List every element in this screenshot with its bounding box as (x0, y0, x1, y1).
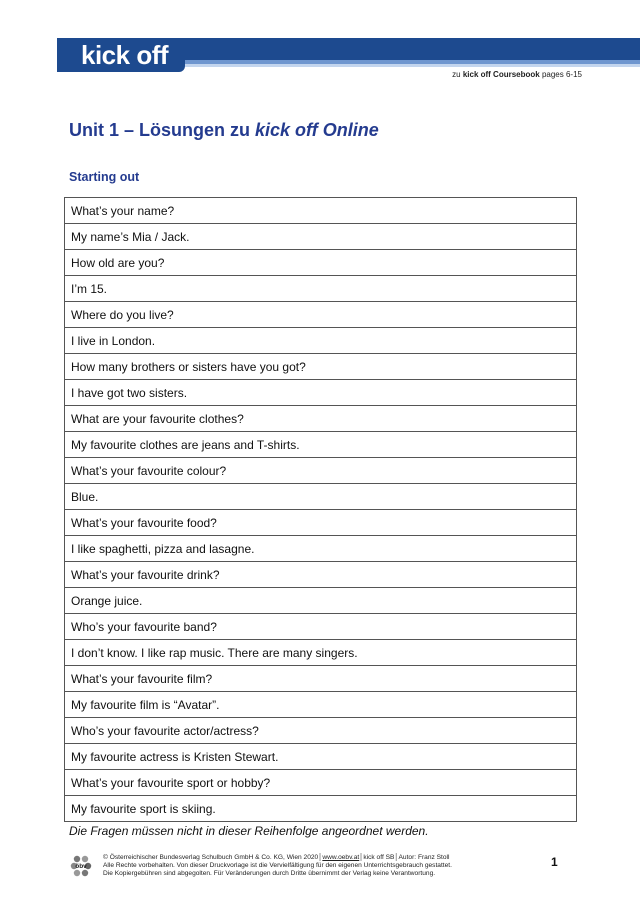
table-row (65, 380, 577, 406)
table-row (65, 458, 577, 484)
question-cell: What’s your favourite film? (65, 666, 577, 692)
answer-cell: My favourite actress is Kristen Stewart. (65, 744, 577, 770)
question-cell: Who’s your favourite actor/actress? (65, 718, 577, 744)
question-cell: What’s your favourite colour? (65, 458, 577, 484)
table-row (65, 614, 577, 640)
table-row (65, 536, 577, 562)
coursebook-reference (452, 70, 582, 79)
table-row (65, 432, 577, 458)
table-row (65, 588, 577, 614)
header-banner (57, 38, 640, 72)
page-title (69, 120, 379, 141)
table-row (65, 276, 577, 302)
qa-table (64, 197, 577, 822)
table-row (65, 640, 577, 666)
footer-line-3: Die Kopiergebühren sind abgegolten. Für Veränderungen durch Dritte übernimmt der Verlag keine Verantwortung. (103, 870, 436, 878)
qa-table-body (65, 198, 577, 822)
reference-prefix: zu (452, 70, 463, 79)
reference-pages: pages 6-15 (539, 70, 582, 79)
footer-line-1 (103, 854, 452, 862)
reference-book: kick off Coursebook (462, 70, 540, 79)
question-cell: What’s your favourite drink? (65, 562, 577, 588)
publisher-logo-text: öbv (75, 863, 87, 870)
table-row (65, 406, 577, 432)
question-cell: What’s your name? (65, 198, 577, 224)
section-title: Starting out (69, 170, 140, 184)
table-row (65, 484, 577, 510)
question-cell: What’s your favourite food? (65, 510, 577, 536)
table-row (65, 770, 577, 796)
table-row (65, 224, 577, 250)
table-row (65, 250, 577, 276)
answer-cell: My favourite film is “Avatar”. (65, 692, 577, 718)
question-cell: What’s your favourite sport or hobby? (65, 770, 577, 796)
footer-line-2: Alle Rechte vorbehalten. Von dieser Druckvorlage ist die Vervielfältigung für den eigenen Unterrichtsgebrauch gestattet. (103, 862, 452, 870)
table-row (65, 328, 577, 354)
footer (103, 854, 452, 879)
question-cell: What are your favourite clothes? (65, 406, 577, 432)
publisher-link[interactable]: www.oebv.at (322, 854, 360, 861)
banner-stripe-light (185, 64, 640, 67)
answer-cell: Orange juice. (65, 588, 577, 614)
answer-cell: I live in London. (65, 328, 577, 354)
answer-cell: I’m 15. (65, 276, 577, 302)
question-cell: Where do you live? (65, 302, 577, 328)
kick-off-logo: kick off (81, 40, 169, 70)
answer-cell: My favourite clothes are jeans and T-shirts. (65, 432, 577, 458)
question-cell: Who’s your favourite band? (65, 614, 577, 640)
page-number: 1 (551, 855, 558, 869)
answer-cell: I don’t know. I like rap music. There are many singers. (65, 640, 577, 666)
table-row (65, 718, 577, 744)
table-row (65, 562, 577, 588)
table-row (65, 666, 577, 692)
note: Die Fragen müssen nicht in dieser Reihenfolge angeordnet werden. (69, 824, 429, 838)
table-row (65, 198, 577, 224)
table-row (65, 354, 577, 380)
table-row (65, 796, 577, 822)
question-cell: How many brothers or sisters have you got? (65, 354, 577, 380)
footer-author: │kick off SB│Autor: Franz Stoll (359, 854, 450, 861)
logo-tab (57, 38, 185, 72)
table-row (65, 744, 577, 770)
title-italic: kick off Online (255, 120, 379, 140)
table-row (65, 510, 577, 536)
answer-cell: I like spaghetti, pizza and lasagne. (65, 536, 577, 562)
answer-cell: My name’s Mia / Jack. (65, 224, 577, 250)
publisher-logo-icon (69, 852, 93, 878)
title-prefix: Unit 1 – Lösungen zu (69, 120, 256, 140)
answer-cell: I have got two sisters. (65, 380, 577, 406)
answer-cell: My favourite sport is skiing. (65, 796, 577, 822)
question-cell: How old are you? (65, 250, 577, 276)
table-row (65, 302, 577, 328)
footer-copyright: © Österreichischer Bundesverlag Schulbuch GmbH & Co. KG, Wien 2020│ (103, 854, 323, 861)
answer-cell: Blue. (65, 484, 577, 510)
table-row (65, 692, 577, 718)
